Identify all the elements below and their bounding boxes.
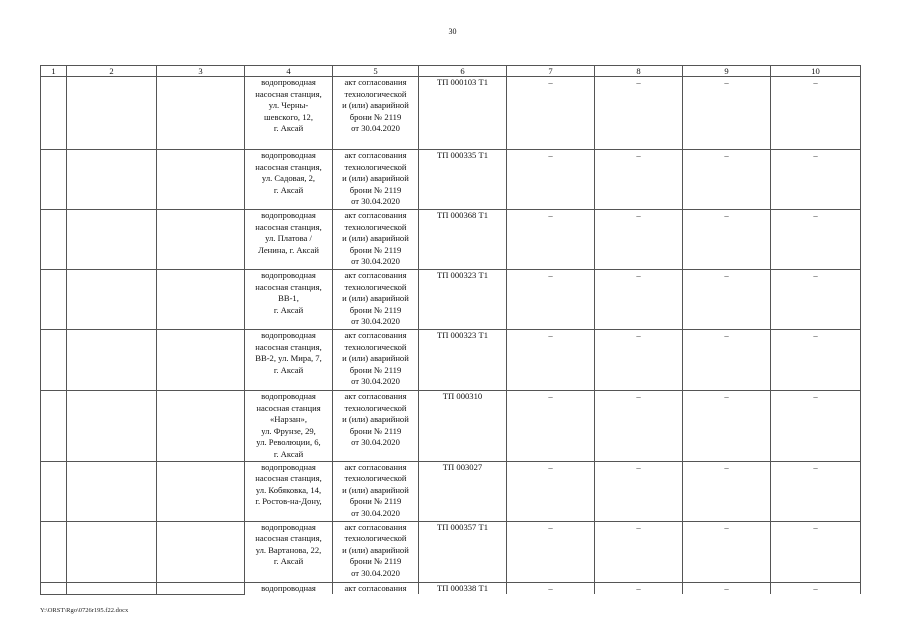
table-row [41, 391, 861, 462]
empty-cell [67, 270, 157, 330]
station-name-cell: водопроводная насосная станция, ул. Кобяковка, 14, г. Ростов-на-Дону, [245, 461, 333, 521]
table-row [41, 521, 861, 582]
column-header: 4 [245, 66, 333, 77]
empty-cell [67, 210, 157, 270]
empty-cell [41, 210, 67, 270]
dash-cell: – [771, 461, 861, 521]
dash-cell: – [771, 270, 861, 330]
dash-cell: – [683, 461, 771, 521]
dash-cell: – [595, 521, 683, 582]
table-body [41, 77, 861, 595]
dash-cell: – [507, 210, 595, 270]
code-cell: ТП 000335 Т1 [419, 150, 507, 210]
footer-file-path: Y:\ORST\Rgo\0726r195.f22.docx [40, 607, 129, 614]
station-name-cell: водопроводная [245, 582, 333, 594]
dash-cell: – [771, 210, 861, 270]
dash-cell: – [507, 582, 595, 594]
empty-cell [157, 77, 245, 150]
dash-cell: – [595, 330, 683, 391]
dash-cell: – [771, 330, 861, 391]
empty-cell [157, 270, 245, 330]
column-header: 6 [419, 66, 507, 77]
column-header: 5 [333, 66, 419, 77]
empty-cell [41, 521, 67, 582]
empty-cell [41, 270, 67, 330]
empty-cell [41, 391, 67, 462]
column-header: 7 [507, 66, 595, 77]
dash-cell: – [595, 582, 683, 594]
table-row [41, 582, 861, 594]
empty-cell [157, 150, 245, 210]
dash-cell: – [683, 270, 771, 330]
table-row [41, 150, 861, 210]
data-table [40, 65, 861, 595]
dash-cell: – [595, 270, 683, 330]
dash-cell: – [507, 461, 595, 521]
column-header: 10 [771, 66, 861, 77]
column-header: 3 [157, 66, 245, 77]
approval-act-cell: акт согласования технологической и (или) аварийной брони № 2119 от 30.04.2020 [333, 270, 419, 330]
approval-act-cell: акт согласования технологической и (или) аварийной брони № 2119 от 30.04.2020 [333, 391, 419, 462]
dash-cell: – [771, 391, 861, 462]
dash-cell: – [507, 330, 595, 391]
approval-act-cell: акт согласования [333, 582, 419, 594]
dash-cell: – [595, 391, 683, 462]
table-row [41, 77, 861, 150]
code-cell: ТП 000323 Т1 [419, 330, 507, 391]
approval-act-cell: акт согласования технологической и (или) аварийной брони № 2119 от 30.04.2020 [333, 77, 419, 150]
dash-cell: – [595, 150, 683, 210]
dash-cell: – [771, 150, 861, 210]
code-cell: ТП 000357 Т1 [419, 521, 507, 582]
dash-cell: – [595, 77, 683, 150]
dash-cell: – [683, 150, 771, 210]
dash-cell: – [771, 582, 861, 594]
dash-cell: – [595, 461, 683, 521]
station-name-cell: водопроводная насосная станция, ул. Садовая, 2, г. Аксай [245, 150, 333, 210]
code-cell: ТП 000338 Т1 [419, 582, 507, 594]
dash-cell: – [507, 391, 595, 462]
empty-cell [157, 391, 245, 462]
empty-cell [41, 150, 67, 210]
station-name-cell: водопроводная насосная станция, ул. Вартанова, 22, г. Аксай [245, 521, 333, 582]
dash-cell: – [683, 391, 771, 462]
dash-cell: – [507, 77, 595, 150]
empty-cell [67, 461, 157, 521]
empty-cell [157, 330, 245, 391]
empty-cell [157, 210, 245, 270]
dash-cell: – [507, 521, 595, 582]
code-cell: ТП 003027 [419, 461, 507, 521]
approval-act-cell: акт согласования технологической и (или) аварийной брони № 2119 от 30.04.2020 [333, 210, 419, 270]
code-cell: ТП 000368 Т1 [419, 210, 507, 270]
dash-cell: – [507, 270, 595, 330]
column-number-header-row [41, 66, 861, 77]
station-name-cell: водопроводная насосная станция, ВВ-2, ул. Мира, 7, г. Аксай [245, 330, 333, 391]
station-name-cell: водопроводная насосная станция «Нарзан», ул. Фрунзе, 29, ул. Революции, 6, г. Аксай [245, 391, 333, 462]
dash-cell: – [683, 77, 771, 150]
dash-cell: – [683, 582, 771, 594]
table-row [41, 461, 861, 521]
dash-cell: – [771, 77, 861, 150]
column-header: 8 [595, 66, 683, 77]
dash-cell: – [683, 330, 771, 391]
empty-cell [41, 330, 67, 391]
empty-cell [67, 582, 157, 594]
approval-act-cell: акт согласования технологической и (или) аварийной брони № 2119 от 30.04.2020 [333, 150, 419, 210]
empty-cell [67, 77, 157, 150]
code-cell: ТП 000323 Т1 [419, 270, 507, 330]
station-name-cell: водопроводная насосная станция, ул. Черны- шевского, 12, г. Аксай [245, 77, 333, 150]
empty-cell [157, 582, 245, 594]
code-cell: ТП 000310 [419, 391, 507, 462]
dash-cell: – [595, 210, 683, 270]
empty-cell [67, 150, 157, 210]
station-name-cell: водопроводная насосная станция, ВВ-1, г. Аксай [245, 270, 333, 330]
empty-cell [157, 521, 245, 582]
empty-cell [67, 330, 157, 391]
column-header: 2 [67, 66, 157, 77]
dash-cell: – [771, 521, 861, 582]
empty-cell [67, 521, 157, 582]
column-header: 9 [683, 66, 771, 77]
code-cell: ТП 000103 Т1 [419, 77, 507, 150]
approval-act-cell: акт согласования технологической и (или) аварийной брони № 2119 от 30.04.2020 [333, 461, 419, 521]
empty-cell [41, 461, 67, 521]
column-header: 1 [41, 66, 67, 77]
empty-cell [67, 391, 157, 462]
table-row [41, 270, 861, 330]
empty-cell [41, 77, 67, 150]
dash-cell: – [683, 521, 771, 582]
station-name-cell: водопроводная насосная станция, ул. Платова / Ленина, г. Аксай [245, 210, 333, 270]
table-row [41, 210, 861, 270]
dash-cell: – [683, 210, 771, 270]
approval-act-cell: акт согласования технологической и (или) аварийной брони № 2119 от 30.04.2020 [333, 521, 419, 582]
approval-act-cell: акт согласования технологической и (или) аварийной брони № 2119 от 30.04.2020 [333, 330, 419, 391]
page-number: 30 [448, 27, 457, 36]
table-row [41, 330, 861, 391]
empty-cell [41, 582, 67, 594]
dash-cell: – [507, 150, 595, 210]
empty-cell [157, 461, 245, 521]
